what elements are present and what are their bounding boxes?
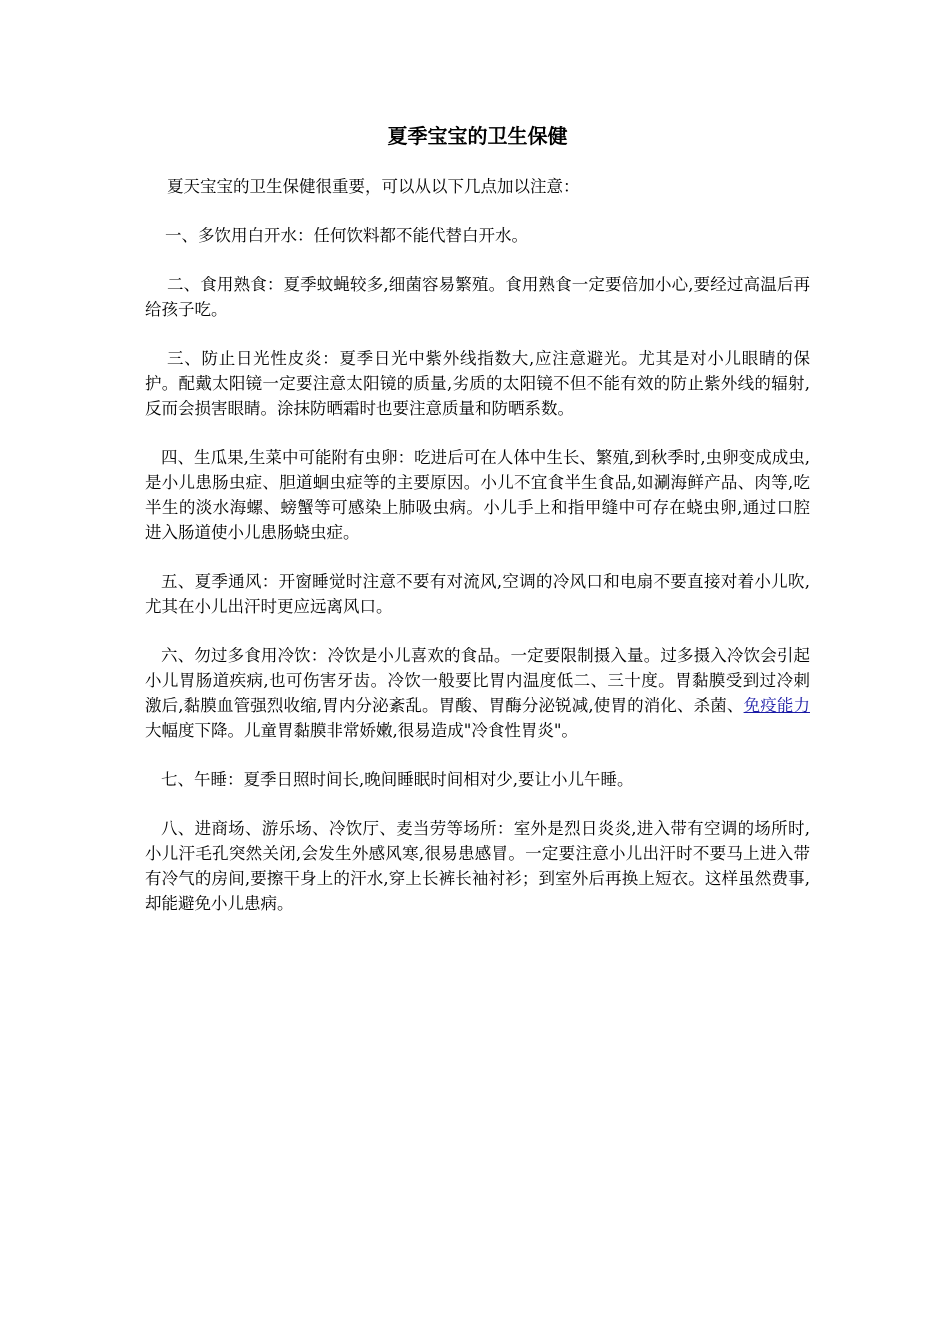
paragraph-8-air-conditioned-places: 八、进商场、游乐场、冷饮厅、麦当劳等场所：室外是烈日炎炎,进入带有空调的场所时,小儿汗毛孔突然关闭,会发生外感风寒,很易患感冒。一定要注意小儿出汗时不要马上进入带有冷气的房间,要擦干身上的汗水,穿上长裤长袖衬衫；到室外后再换上短衣。这样虽然费事,却能避免小儿患病。 — [145, 819, 810, 913]
document-title: 夏季宝宝的卫生保健 — [387, 124, 568, 148]
paragraph-5-ventilation: 五、夏季通风：开窗睡觉时注意不要有对流风,空调的冷风口和电扇不要直接对着小儿吹,尤其在小儿出汗时更应远离风口。 — [145, 572, 810, 616]
paragraph-6-text-after: 大幅度下降。儿童胃黏膜非常娇嫩,很易造成"冷食性胃炎"。 — [145, 721, 578, 740]
paragraph-6-text-before: 六、勿过多食用冷饮：冷饮是小儿喜欢的食品。一定要限制摄入量。过多摄入冷饮会引起小儿胃肠道疾病,也可伤害牙齿。冷饮一般要比胃内温度低二、三十度。胃黏膜受到过冷刺激后,黏膜血管强烈收缩,胃内分泌紊乱。胃酸、胃酶分泌锐减,使胃的消化、杀菌、 — [145, 646, 810, 715]
paragraph-7-nap: 七、午睡：夏季日照时间长,晚间睡眠时间相对少,要让小儿午睡。 — [161, 770, 634, 789]
paragraph-1-boiled-water: 一、多饮用白开水：任何饮料都不能代替白开水。 — [165, 226, 528, 245]
paragraph-6-cold-drinks — [145, 643, 810, 743]
paragraph-2-cooked-food: 二、食用熟食：夏季蚊蝇较多,细菌容易繁殖。食用熟食一定要倍加小心,要经过高温后再给孩子吃。 — [145, 275, 810, 319]
paragraph-3-sunlight-dermatitis: 三、防止日光性皮炎：夏季日光中紫外线指数大,应注意避光。尤其是对小儿眼睛的保护。配戴太阳镜一定要注意太阳镜的质量,劣质的太阳镜不但不能有效的防止紫外线的辐射,反而会损害眼睛。涂抹防晒霜时也要注意质量和防晒系数。 — [145, 349, 810, 418]
paragraph-4-raw-fruit-parasites: 四、生瓜果,生菜中可能附有虫卵：吃进后可在人体中生长、繁殖,到秋季时,虫卵变成成虫,是小儿患肠虫症、胆道蛔虫症等的主要原因。小儿不宜食半生食品,如涮海鲜产品、肉等,吃半生的淡水海螺、螃蟹等可感染上肺吸虫病。小儿手上和指甲缝中可存在蛲虫卵,通过口腔进入肠道使小儿患肠蛲虫症。 — [145, 448, 810, 542]
document-body — [145, 120, 810, 940]
immunity-link[interactable]: 免疫能力 — [743, 696, 810, 715]
intro-paragraph: 夏天宝宝的卫生保健很重要，可以从以下几点加以注意： — [167, 177, 580, 196]
